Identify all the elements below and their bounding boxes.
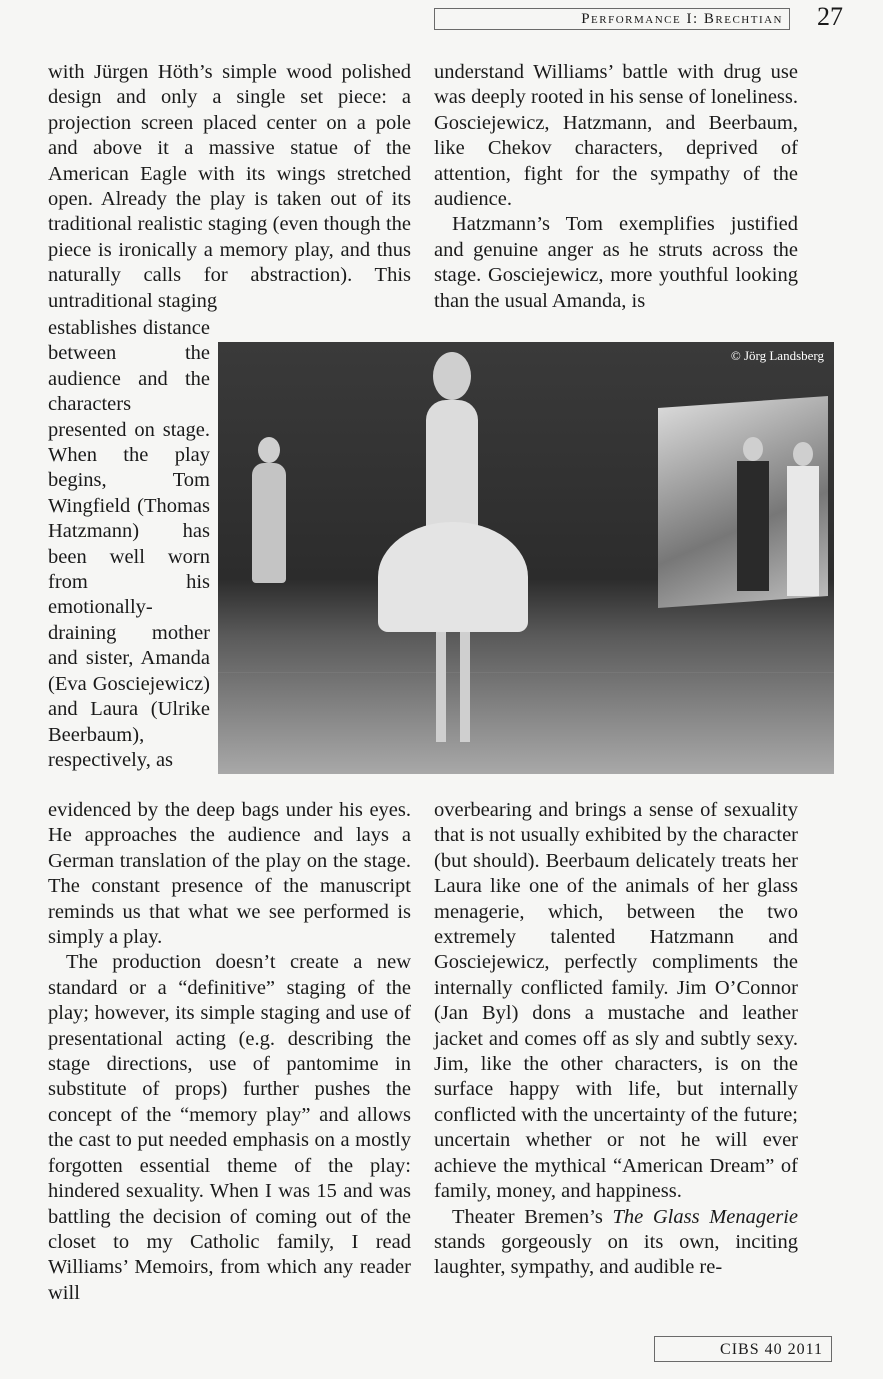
paragraph: understand Williams’ battle with drug use was deeply rooted in his sense of loneliness. Gosciejewicz, Hatzmann, and Beerbaum, like Chekov characters, deprived of attention, fight for the sympathy of the audience. — [434, 61, 798, 211]
paragraph: Hatzmann’s Tom exemplifies justified and genuine anger as he struts across the stage. Gosciejewicz, more youthful looking than the usual Amanda, is — [434, 213, 798, 312]
running-head: Performance I: Brechtian — [434, 8, 790, 30]
page-number: 27 — [817, 2, 843, 31]
right-column-top — [434, 60, 798, 314]
left-column-narrow — [48, 316, 210, 773]
paragraph: establishes distance between the audience and the characters presented on stage. When the play begins, Tom Wingfield (Thomas Hatzmann) has been well worn from his emotionally-draining mother and sister, Amanda (Eva Gosciejewicz) and Laura (Ulrike Beerbaum), respectively, as — [48, 317, 210, 771]
figure-laura — [238, 437, 298, 587]
paragraph: evidenced by the deep bags under his eyes. He approaches the audience and lays a German translation of the play on the stage. The constant presence of the manuscript reminds us that what we see performed is simply a play. — [48, 799, 411, 949]
photo-credit: © Jörg Landsberg — [730, 348, 824, 363]
left-column-top — [48, 60, 411, 314]
paragraph: The production doesn’t create a new standard or a “definitive” staging of the play; however, its simple staging and use of presentational acting (e.g. describing the stage directions, use of pantomime in substitute of props) further pushes the concept of the “memory play” and allows the cast to put needed emphasis on a mostly forgotten essential theme of the play: hindered sexuality. When I was 15 and was battling the decision of coming out of the closet to my Catholic family, I read Williams’ Memoirs, from which any reader will — [48, 951, 411, 1304]
text-run: Theater Bremen’s — [452, 1205, 613, 1228]
production-photo — [218, 342, 834, 774]
play-title: The Glass Menagerie — [612, 1205, 798, 1228]
running-foot: CIBS 40 2011 — [654, 1336, 832, 1362]
figure-amanda — [368, 352, 538, 752]
paragraph — [434, 1205, 798, 1281]
paragraph: overbearing and brings a sense of sexuality that is not usually exhibited by the character (but should). Beerbaum delicately treats her Laura like one of the animals of her glass menagerie, which, between the two extremely talented Hatzmann and Gosciejewicz, perfectly compliments the internally conflicted family. Jim O’Connor (Jan Byl) dons a mustache and leather jacket and comes off as sly and subtly sexy. Jim, like the other characters, is on the surface happy with life, but internally conflicted with the uncertainty of the future; uncertain whether or not he will ever achieve the mythical “American Dream” of family, money, and happiness. — [434, 799, 798, 1203]
figure-tom — [733, 437, 773, 597]
right-column-bottom — [434, 798, 798, 1281]
figure-jim — [783, 442, 823, 602]
text-run: stands gorgeously on its own, inciting laughter, sympathy, and audible re- — [434, 1230, 798, 1279]
left-column-bottom — [48, 798, 411, 1306]
paragraph: with Jürgen Höth’s simple wood polished design and only a single set piece: a projection screen placed center on a pole and above it a massive statue of the American Eagle with its wings stretched open. Already the play is taken out of its traditional realistic staging (even though the piece is ironically a memory play, and thus naturally calls for abstraction). This untraditional staging — [48, 61, 411, 312]
